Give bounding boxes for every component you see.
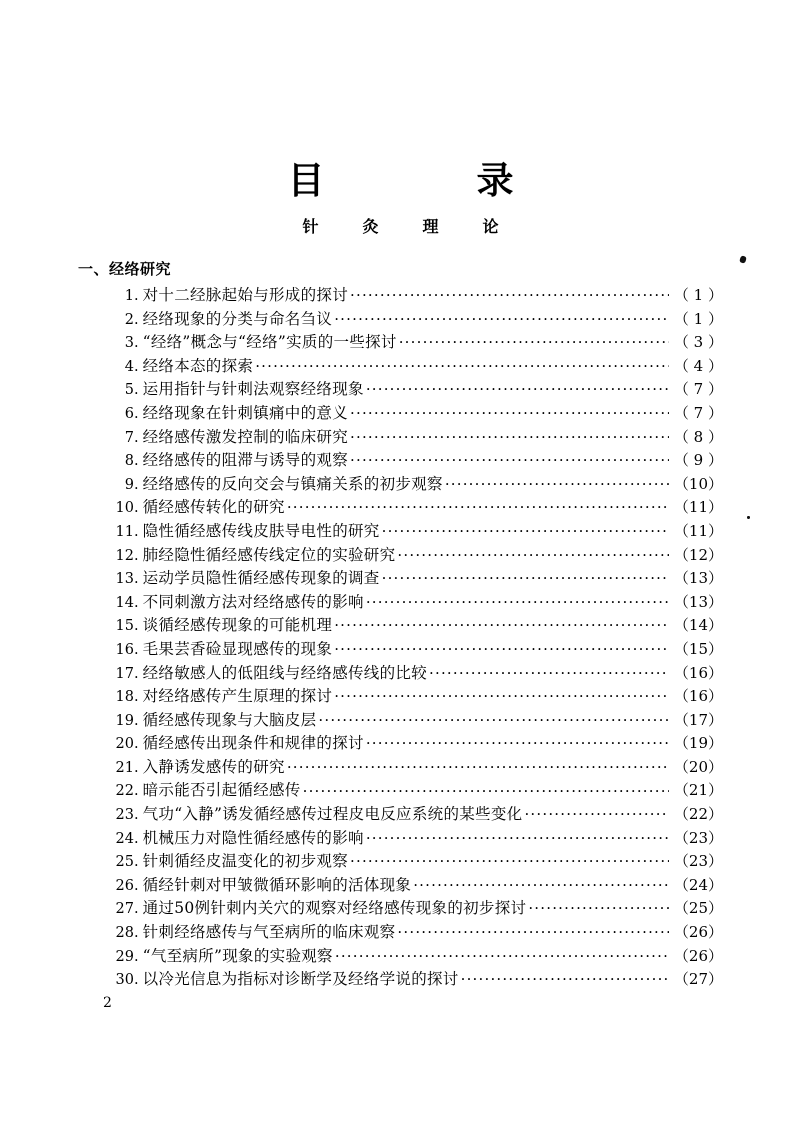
toc-entry-leader-dots	[334, 312, 669, 328]
toc-entry-title: “气至病所”现象的实验观察	[142, 946, 333, 965]
toc-entry[interactable]	[78, 520, 723, 544]
toc-entry-number-separator: .	[134, 358, 139, 375]
toc-entry-title: 循经感传现象与大脑皮层	[142, 710, 317, 729]
toc-entry-page-number: （ 4 ）	[673, 356, 723, 375]
toc-entry-number: 2	[124, 311, 134, 328]
toc-entry-number-separator: .	[134, 311, 139, 328]
toc-entry-page-number: （17）	[673, 710, 723, 729]
toc-entry-number: 28	[115, 925, 134, 942]
toc-entry-title: 针刺经络感传与气至病所的临床观察	[142, 923, 396, 942]
toc-entry[interactable]	[78, 331, 723, 355]
toc-entry-leader-dots	[382, 524, 669, 540]
toc-entry-leader-dots	[461, 972, 669, 988]
toc-entry[interactable]	[78, 874, 723, 898]
toc-entry-page-number: （23）	[673, 828, 723, 847]
toc-entry-title: 循经针刺对甲皱微循环影响的活体现象	[142, 875, 412, 894]
toc-entry-title: 运用指针与针刺法观察经络现象	[142, 380, 364, 399]
toc-entry-leader-dots	[255, 359, 669, 375]
page-subtitle: 针 灸 理 论	[302, 217, 513, 236]
toc-entry-title: 经络感传的反向交会与镇痛关系的初步观察	[142, 474, 443, 493]
toc-entry-page-number: （ 9 ）	[673, 451, 723, 470]
toc-entry-leader-dots	[350, 430, 669, 446]
toc-entry-number: 25	[115, 854, 134, 871]
toc-entry-leader-dots	[287, 500, 669, 516]
toc-entry-leader-dots	[334, 642, 669, 658]
toc-entry-number-separator: .	[134, 547, 139, 564]
toc-entry-title: 运动学员隐性循经感传现象的调查	[142, 569, 380, 588]
toc-entry-number-separator: .	[134, 830, 139, 847]
toc-entry-title: 经络感传的阻滞与诱导的观察	[142, 451, 349, 470]
toc-entry-title: 经络现象在针刺镇痛中的意义	[142, 403, 349, 422]
toc-entry-number: 26	[115, 877, 134, 894]
toc-entry-page-number: （15）	[673, 639, 723, 658]
toc-entry-number-separator: .	[134, 476, 139, 493]
toc-entry-number: 15	[115, 618, 134, 635]
toc-entry[interactable]	[78, 378, 723, 402]
toc-entry-page-number: （ 8 ）	[673, 427, 723, 446]
toc-entry-title: 经络感传激发控制的临床研究	[142, 427, 349, 446]
toc-entry-number: 4	[124, 358, 134, 375]
toc-entry-page-number: （13）	[673, 569, 723, 588]
toc-entry-title: 气功“入静”诱发循经感传过程皮电反应系统的某些变化	[142, 805, 523, 824]
toc-entry[interactable]	[78, 756, 723, 780]
toc-entry-number: 21	[115, 759, 134, 776]
toc-entry-title: 入静诱发感传的研究	[142, 757, 285, 776]
toc-entry-number: 27	[115, 901, 134, 918]
toc-entry-number-separator: .	[134, 807, 139, 824]
toc-entry[interactable]	[78, 638, 723, 662]
toc-entry-number-separator: .	[134, 736, 139, 753]
toc-entry-page-number: （ 1 ）	[673, 309, 723, 328]
toc-entry-number-separator: .	[134, 901, 139, 918]
toc-entry-number: 16	[115, 641, 134, 658]
toc-entry[interactable]	[78, 473, 723, 497]
toc-entry[interactable]	[78, 850, 723, 874]
page-title: 目 录	[287, 157, 540, 202]
toc-entry-title: 经络本态的探索	[142, 356, 254, 375]
toc-entry-number: 19	[115, 712, 134, 729]
toc-entry-number: 8	[124, 453, 134, 470]
toc-entry-number-separator: .	[134, 405, 139, 422]
toc-entry-number-separator: .	[134, 523, 139, 540]
toc-entry-leader-dots	[350, 406, 669, 422]
toc-entry-page-number: （ 1 ）	[673, 286, 723, 304]
toc-entry-number-separator: .	[134, 571, 139, 588]
toc-entry-page-number: （27）	[673, 970, 723, 989]
toc-entry-page-number: （21）	[673, 781, 723, 800]
toc-entry-leader-dots	[366, 736, 669, 752]
toc-entry-number-separator: .	[134, 925, 139, 942]
toc-entry-number-separator: .	[134, 854, 139, 871]
toc-entry[interactable]	[78, 968, 723, 992]
toc-entry[interactable]	[78, 544, 723, 568]
toc-entry-page-number: （25）	[673, 899, 723, 918]
toc-entry-number-separator: .	[134, 759, 139, 776]
toc-entry-number: 14	[115, 594, 134, 611]
toc-entry[interactable]	[78, 567, 723, 591]
toc-entry-title: 暗示能否引起循经感传	[142, 781, 301, 800]
toc-entry-number-separator: .	[134, 972, 139, 989]
section-heading: 一、经络研究	[78, 260, 172, 278]
toc-entry-number-separator: .	[134, 288, 139, 304]
toc-entry-number-separator: .	[134, 877, 139, 894]
toc-entry-title: 经络敏感人的低阻线与经络感传线的比较	[142, 663, 428, 682]
toc-entry[interactable]	[78, 591, 723, 615]
toc-entry-leader-dots	[366, 382, 669, 398]
toc-entry-page-number: （14）	[673, 616, 723, 635]
toc-entry-page-number: （11）	[673, 521, 723, 540]
toc-entry-leader-dots	[399, 335, 669, 351]
toc-entry-page-number: （ 7 ）	[673, 380, 723, 399]
toc-entry-number: 6	[124, 405, 134, 422]
toc-entry[interactable]	[78, 426, 723, 450]
toc-entry-page-number: （26）	[673, 923, 723, 942]
toc-entry-number: 1	[124, 288, 134, 304]
toc-entry-page-number: （20）	[673, 757, 723, 776]
toc-entry-page-number: （23）	[673, 852, 723, 871]
toc-entry[interactable]	[78, 685, 723, 709]
toc-entry-number-separator: .	[134, 500, 139, 517]
toc-entry-page-number: （12）	[673, 545, 723, 564]
toc-entry-leader-dots	[318, 713, 669, 729]
toc-entry-title: 机械压力对隐性循经感传的影响	[142, 828, 364, 847]
toc-entry-title: 对经络感传产生原理的探讨	[142, 687, 333, 706]
toc-entry[interactable]	[78, 945, 723, 969]
toc-entry-number-separator: .	[134, 712, 139, 729]
toc-entry-number: 10	[115, 500, 134, 517]
toc-entry-leader-dots	[524, 807, 669, 823]
toc-entry-leader-dots	[303, 784, 669, 800]
toc-entry-leader-dots	[429, 666, 669, 682]
toc-entry[interactable]	[78, 827, 723, 851]
toc-entry[interactable]	[78, 496, 723, 520]
toc-entry-number: 17	[115, 665, 134, 682]
toc-entry-number: 5	[124, 382, 134, 399]
toc-entry-number-separator: .	[134, 594, 139, 611]
toc-entry-page-number: （24）	[673, 875, 723, 894]
toc-entry-page-number: （10）	[673, 474, 723, 493]
toc-entry-number-separator: .	[134, 689, 139, 706]
toc-entry-number-separator: .	[134, 783, 139, 800]
toc-entry[interactable]	[78, 284, 723, 308]
toc-entry-list	[78, 284, 723, 992]
toc-entry-number-separator: .	[134, 665, 139, 682]
toc-entry-page-number: （16）	[673, 687, 723, 706]
toc-entry[interactable]	[78, 709, 723, 733]
toc-entry-title: 通过50例针刺内关穴的观察对经络感传现象的初步探讨	[142, 899, 527, 918]
toc-entry-leader-dots	[350, 288, 669, 304]
toc-entry-number-separator: .	[134, 641, 139, 658]
toc-entry-title: 经络现象的分类与命名刍议	[142, 309, 333, 328]
table-of-contents	[78, 260, 723, 992]
toc-entry-leader-dots	[397, 548, 669, 564]
toc-entry-title: 隐性循经感传线皮肤导电性的研究	[142, 521, 380, 540]
toc-entry-number: 20	[115, 736, 134, 753]
toc-entry-title: 不同刺激方法对经络感传的影响	[142, 592, 364, 611]
toc-entry-number-separator: .	[134, 453, 139, 470]
toc-entry-page-number: （ 3 ）	[673, 333, 723, 352]
toc-entry-title: 循经感传出现条件和规律的探讨	[142, 734, 364, 753]
toc-entry[interactable]	[78, 732, 723, 756]
toc-entry-number-separator: .	[134, 335, 139, 352]
toc-entry-leader-dots	[350, 854, 669, 870]
toc-entry-number: 12	[115, 547, 134, 564]
toc-entry[interactable]	[78, 402, 723, 426]
toc-entry-leader-dots	[413, 878, 669, 894]
toc-entry-page-number: （19）	[673, 734, 723, 753]
toc-entry-leader-dots	[445, 477, 669, 493]
toc-entry-number: 30	[115, 972, 134, 989]
toc-entry-number: 22	[115, 783, 134, 800]
toc-entry-number: 23	[115, 807, 134, 824]
toc-entry-number: 18	[115, 689, 134, 706]
toc-entry-page-number: （11）	[673, 498, 723, 517]
toc-entry-leader-dots	[334, 618, 669, 634]
toc-entry-number: 24	[115, 830, 134, 847]
toc-entry-leader-dots	[366, 831, 669, 847]
toc-entry-leader-dots	[366, 595, 669, 611]
toc-entry-leader-dots	[334, 689, 669, 705]
toc-entry[interactable]	[78, 662, 723, 686]
toc-entry[interactable]	[78, 449, 723, 473]
toc-entry-page-number: （16）	[673, 663, 723, 682]
toc-entry-leader-dots	[335, 949, 669, 965]
toc-entry[interactable]	[78, 803, 723, 827]
toc-entry-leader-dots	[528, 901, 669, 917]
toc-entry-title: 谈循经感传现象的可能机理	[142, 616, 333, 635]
toc-entry-page-number: （13）	[673, 592, 723, 611]
toc-entry[interactable]	[78, 779, 723, 803]
toc-entry-title: 毛果芸香硷显现感传的现象	[142, 639, 333, 658]
toc-entry-title: “经络”概念与“经络”实质的一些探讨	[142, 333, 397, 352]
toc-entry-title: 肺经隐性循经感传线定位的实验研究	[142, 545, 396, 564]
toc-entry-title: 对十二经脉起始与形成的探讨	[142, 286, 349, 304]
toc-entry-page-number: （22）	[673, 805, 723, 824]
toc-entry-leader-dots	[382, 571, 669, 587]
toc-entry-number: 11	[115, 523, 134, 540]
toc-entry-number: 9	[124, 476, 134, 493]
toc-entry-title: 循经感传转化的研究	[142, 498, 285, 517]
scan-artifact-speck	[739, 255, 747, 264]
toc-entry[interactable]	[78, 614, 723, 638]
toc-entry-title: 针刺循经皮温变化的初步观察	[142, 852, 349, 871]
toc-entry-leader-dots	[350, 453, 669, 469]
toc-entry-title: 以冷光信息为指标对诊断学及经络学说的探讨	[142, 970, 459, 989]
toc-entry-number-separator: .	[134, 948, 139, 965]
toc-entry-page-number: （26）	[673, 946, 723, 965]
toc-entry-number: 7	[124, 429, 134, 446]
toc-entry-leader-dots	[397, 925, 669, 941]
toc-entry-number-separator: .	[134, 382, 139, 399]
toc-entry-page-number: （ 7 ）	[673, 403, 723, 422]
toc-entry[interactable]	[78, 355, 723, 379]
toc-entry-number: 29	[115, 948, 134, 965]
toc-entry-number-separator: .	[134, 429, 139, 446]
toc-entry[interactable]	[78, 308, 723, 332]
toc-entry[interactable]	[78, 921, 723, 945]
toc-entry-number-separator: .	[134, 618, 139, 635]
toc-entry-leader-dots	[287, 760, 669, 776]
toc-entry[interactable]	[78, 897, 723, 921]
toc-entry-number: 3	[124, 335, 134, 352]
page-folio: 2	[103, 995, 112, 1011]
scan-artifact-speck	[747, 516, 750, 519]
toc-entry-number: 13	[115, 571, 134, 588]
